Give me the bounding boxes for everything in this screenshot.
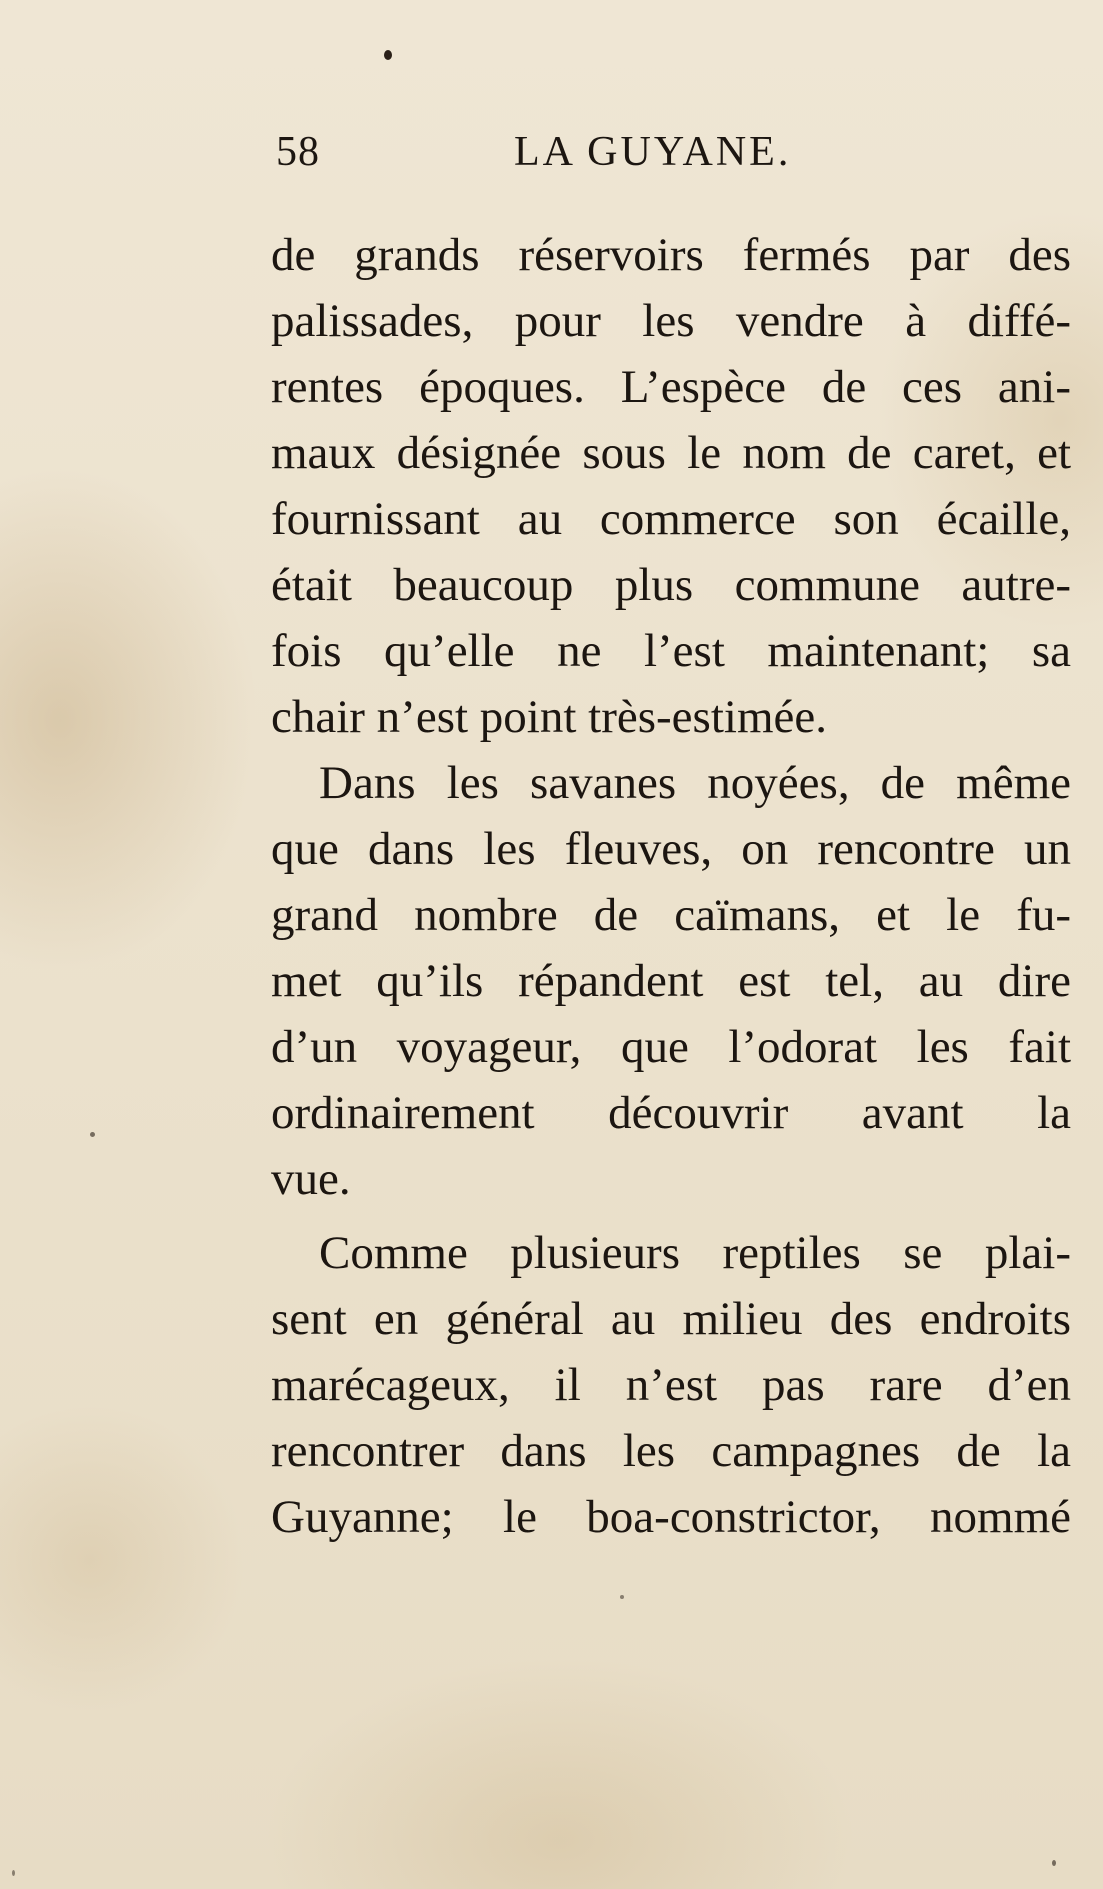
- page-number: 58: [276, 129, 320, 175]
- text-line: palissades, pour les vendre à diffé-: [271, 295, 1071, 347]
- text-line: de grands réservoirs fermés par des: [271, 229, 1071, 281]
- text-line: chair n’est point très-estimée.: [271, 691, 827, 743]
- text-line: maux désignée sous le nom de caret, et: [271, 427, 1071, 479]
- text-line: Dans les savanes noyées, de même: [319, 757, 1071, 809]
- text-line: fois qu’elle ne l’est maintenant; sa: [271, 625, 1071, 677]
- text-line: ordinairement découvrir avant la: [271, 1087, 1071, 1139]
- text-line: était beaucoup plus commune autre-: [271, 559, 1071, 611]
- text-line: vue.: [271, 1153, 351, 1205]
- text-line: met qu’ils répandent est tel, au dire: [271, 955, 1071, 1007]
- text-line: sent en général au milieu des endroits: [271, 1293, 1071, 1345]
- running-title: LA GUYANE.: [514, 129, 792, 175]
- text-line: rentes époques. L’espèce de ces ani-: [271, 361, 1071, 413]
- ink-speck: [90, 1132, 95, 1137]
- text-line: grand nombre de caïmans, et le fu-: [271, 889, 1071, 941]
- text-line: Guyanne; le boa-constrictor, nommé: [271, 1491, 1071, 1543]
- text-line: fournissant au commerce son écaille,: [271, 493, 1071, 545]
- ink-speck: [620, 1595, 624, 1599]
- text-line: Comme plusieurs reptiles se plai-: [319, 1227, 1071, 1279]
- running-header: [272, 128, 1072, 188]
- text-line: marécageux, il n’est pas rare d’en: [271, 1359, 1071, 1411]
- text-line: d’un voyageur, que l’odorat les fait: [271, 1021, 1071, 1073]
- ink-speck: [12, 1870, 15, 1876]
- text-line: que dans les fleuves, on rencontre un: [271, 823, 1071, 875]
- body-text: [271, 222, 1071, 1550]
- text-line: rencontrer dans les campagnes de la: [271, 1425, 1071, 1477]
- ink-speck: [384, 50, 392, 60]
- ink-speck: [1052, 1860, 1056, 1866]
